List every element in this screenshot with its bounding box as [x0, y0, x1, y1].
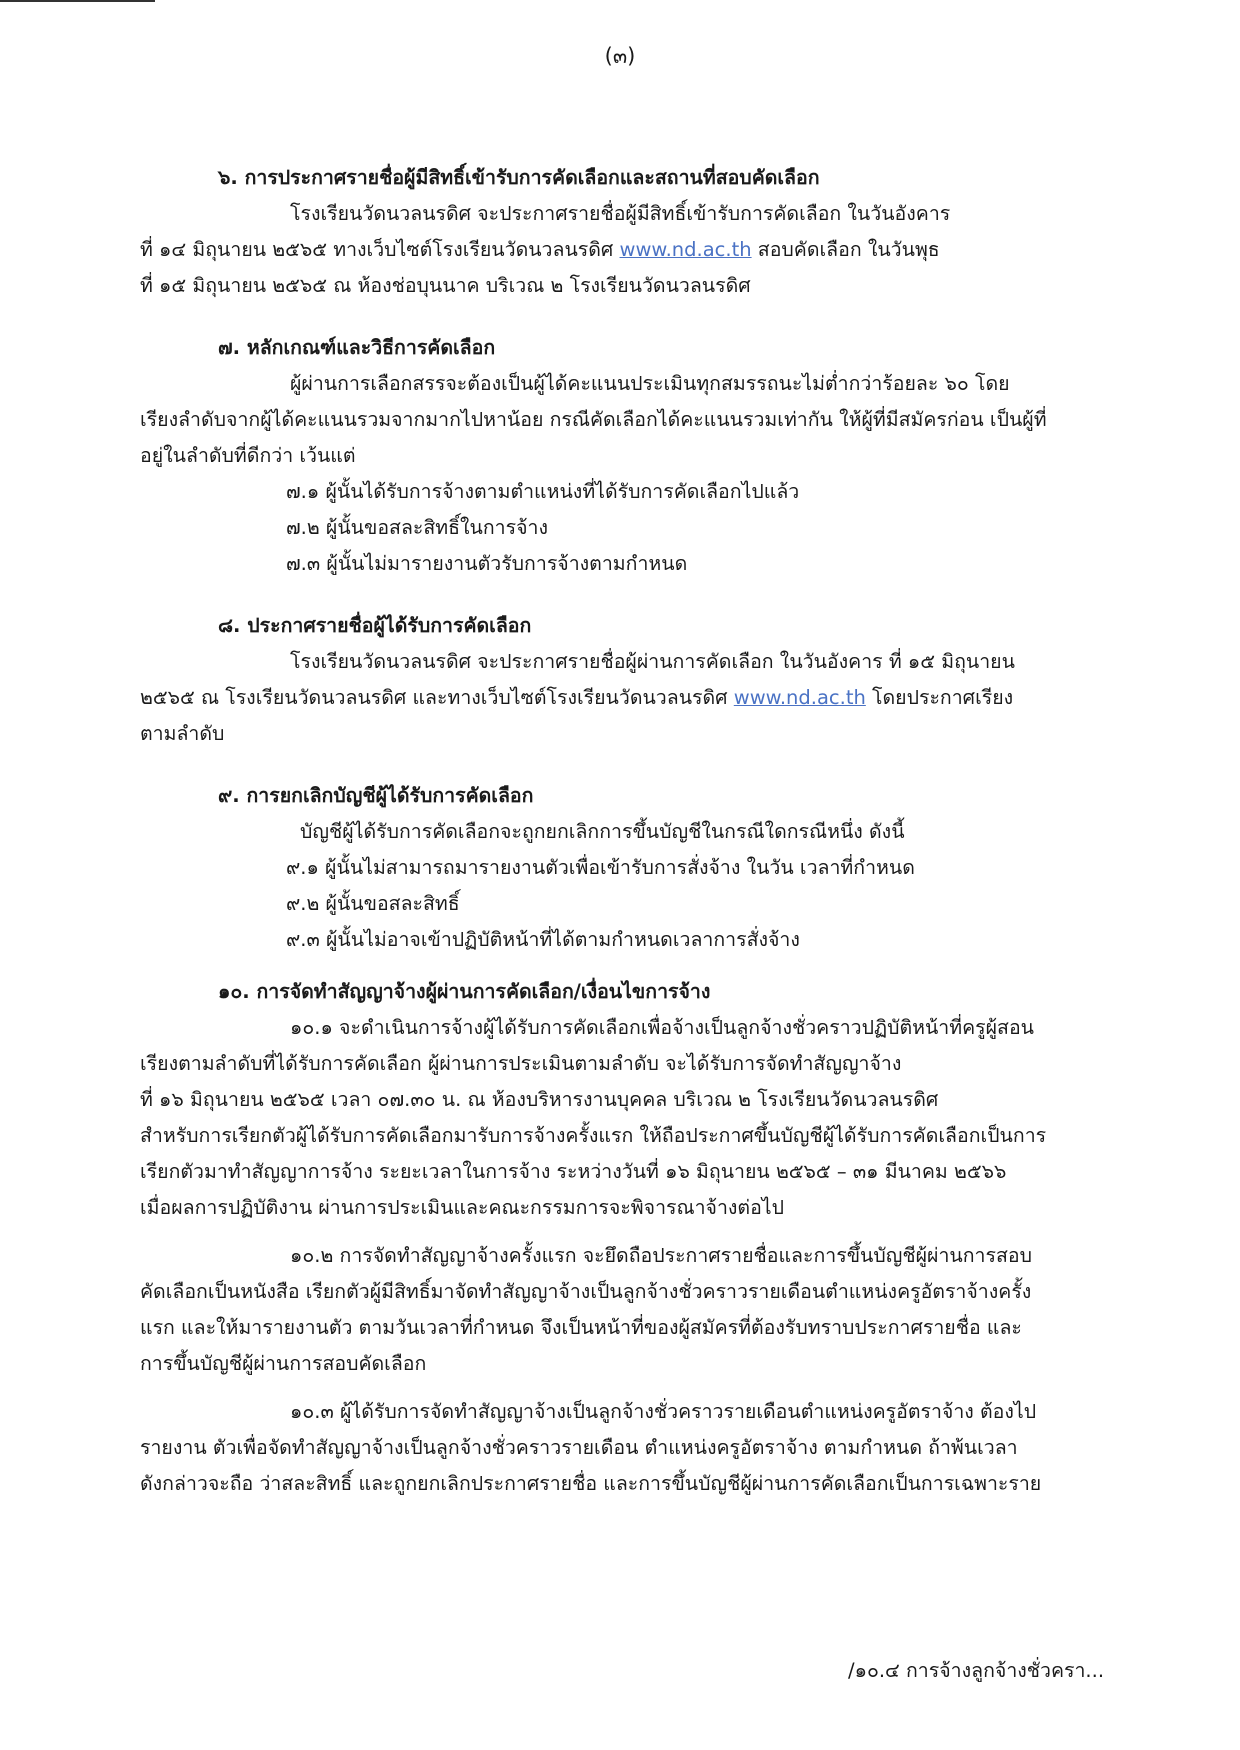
section7-heading: ๗. หลักเกณฑ์และวิธีการคัดเลือก [218, 336, 496, 359]
section7-line1: ผู้ผ่านการเลือกสรรจะต้องเป็นผู้ได้คะแนนประเมินทุกสมรรถนะไม่ต่ำกว่าร้อยละ ๖๐ โดย [290, 372, 1010, 395]
section7-line3: อยู่ในลำดับที่ดีกว่า เว้นแต่ [140, 444, 356, 467]
section10-p1-line: เมื่อผลการปฏิบัติงาน ผ่านการประเมินและคณะกรรมการจะพิจารณาจ้างต่อไป [140, 1196, 784, 1219]
section10-p1-line: ที่ ๑๖ มิถุนายน ๒๕๖๕ เวลา ๐๗.๓๐ น. ณ ห้องบริหารงานบุคคล บริเวณ ๒ โรงเรียนวัดนวลนรดิศ [140, 1088, 939, 1111]
section10-p1-line: ๑๐.๑ จะดำเนินการจ้างผู้ได้รับการคัดเลือกเพื่อจ้างเป็นลูกจ้างชั่วคราวปฏิบัติหน้าที่ครูผู้สอน [290, 1016, 1034, 1039]
section10-p1-line: สำหรับการเรียกตัวผู้ได้รับการคัดเลือกมารับการจ้างครั้งแรก ให้ถือประกาศขึ้นบัญชีผู้ได้รับการคัดเลือกเป็นการ [140, 1124, 1047, 1147]
section7-item: ๗.๑ ผู้นั้นได้รับการจ้างตามตำแหน่งที่ได้รับการคัดเลือกไปแล้ว [286, 480, 800, 503]
section10-p2-line: แรก และให้มารายงานตัว ตามวันเวลาที่กำหนด จึงเป็นหน้าที่ของผู้สมัครที่ต้องรับทราบประกาศรายชื่อ และ [140, 1316, 1022, 1339]
continuation-footer: /๑๐.๔ การจ้างลูกจ้างชั่วครา... [848, 1659, 1105, 1682]
website-link[interactable]: www.nd.ac.th [619, 238, 752, 261]
section10-p1-line: เรียกตัวมาทำสัญญาการจ้าง ระยะเวลาในการจ้าง ระหว่างวันที่ ๑๖ มิถุนายน ๒๕๖๕ – ๓๑ มีนาคม ๒๕๖๖ [140, 1160, 1007, 1183]
website-link[interactable]: www.nd.ac.th [733, 686, 866, 709]
section9-item: ๙.๑ ผู้นั้นไม่สามารถมารายงานตัวเพื่อเข้ารับการสั่งจ้าง ในวัน เวลาที่กำหนด [286, 856, 915, 879]
section7-item: ๗.๒ ผู้นั้นขอสละสิทธิ์ในการจ้าง [286, 516, 549, 539]
section9-line1: บัญชีผู้ได้รับการคัดเลือกจะถูกยกเลิกการขึ้นบัญชีในกรณีใดกรณีหนึ่ง ดังนี้ [300, 820, 905, 843]
section7-item: ๗.๓ ผู้นั้นไม่มารายงานตัวรับการจ้างตามกำหนด [286, 552, 688, 575]
section6-line3: ที่ ๑๕ มิถุนายน ๒๕๖๕ ณ ห้องช่อบุนนาค บริเวณ ๒ โรงเรียนวัดนวลนรดิศ [140, 274, 751, 297]
section10-p3-line: รายงาน ตัวเพื่อจัดทำสัญญาจ้างเป็นลูกจ้างชั่วคราวรายเดือน ตำแหน่งครูอัตราจ้าง ตามกำหนด ถ้าพ้นเวลา [140, 1436, 1018, 1459]
section6-heading: ๖. การประกาศรายชื่อผู้มีสิทธิ์เข้ารับการคัดเลือกและสถานที่สอบคัดเลือก [218, 166, 820, 189]
section10-p3-line: ดังกล่าวจะถือ ว่าสละสิทธิ์ และถูกยกเลิกประกาศรายชื่อ และการขึ้นบัญชีผู้ผ่านการคัดเลือกเป็นการเฉพาะราย [140, 1472, 1042, 1495]
section6-line2: ที่ ๑๔ มิถุนายน ๒๕๖๕ ทางเว็บไซต์โรงเรียนวัดนวลนรดิศ www.nd.ac.th สอบคัดเลือก ในวันพุธ [140, 238, 940, 261]
section10-p2-line: การขึ้นบัญชีผู้ผ่านการสอบคัดเลือก [140, 1352, 427, 1375]
section10-p1-line: เรียงตามลำดับที่ได้รับการคัดเลือก ผู้ผ่านการประเมินตามลำดับ จะได้รับการจัดทำสัญญาจ้าง [140, 1052, 902, 1075]
section9-heading: ๙. การยกเลิกบัญชีผู้ได้รับการคัดเลือก [218, 784, 534, 807]
section9-item: ๙.๒ ผู้นั้นขอสละสิทธิ์ [286, 892, 460, 915]
section6-line1: โรงเรียนวัดนวลนรดิศ จะประกาศรายชื่อผู้มีสิทธิ์เข้ารับการคัดเลือก ในวันอังคาร [290, 202, 951, 225]
section8-heading: ๘. ประกาศรายชื่อผู้ได้รับการคัดเลือก [218, 614, 532, 637]
section10-p2-line: ๑๐.๒ การจัดทำสัญญาจ้างครั้งแรก จะยึดถือประกาศรายชื่อและการขึ้นบัญชีผู้ผ่านการสอบ [290, 1244, 1032, 1267]
section8-line3: ตามลำดับ [140, 722, 225, 745]
section10-heading: ๑๐. การจัดทำสัญญาจ้างผู้ผ่านการคัดเลือก/เงื่อนไขการจ้าง [218, 980, 711, 1003]
section10-p2-line: คัดเลือกเป็นหนังสือ เรียกตัวผู้มีสิทธิ์มาจัดทำสัญญาจ้างเป็นลูกจ้างชั่วคราวรายเดือนตำแหน่งครูอัตราจ้างครั้ง [140, 1280, 1032, 1303]
section8-line1: โรงเรียนวัดนวลนรดิศ จะประกาศรายชื่อผู้ผ่านการคัดเลือก ในวันอังคาร ที่ ๑๕ มิถุนายน [290, 650, 1015, 673]
section9-item: ๙.๓ ผู้นั้นไม่อาจเข้าปฏิบัติหน้าที่ได้ตามกำหนดเวลาการสั่งจ้าง [286, 928, 800, 951]
page-number: (๓) [604, 44, 636, 68]
section10-p3-line: ๑๐.๓ ผู้ได้รับการจัดทำสัญญาจ้างเป็นลูกจ้างชั่วคราวรายเดือนตำแหน่งครูอัตราจ้าง ต้องไป [290, 1400, 1037, 1423]
section7-line2: เรียงลำดับจากผู้ได้คะแนนรวมจากมากไปหาน้อย กรณีคัดเลือกได้คะแนนรวมเท่ากัน ให้ผู้ที่มีสมัครก่อน เป็นผู้ที่ [140, 408, 1047, 431]
top-rule [0, 0, 155, 2]
section8-line2: ๒๕๖๕ ณ โรงเรียนวัดนวลนรดิศ และทางเว็บไซต์โรงเรียนวัดนวลนรดิศ www.nd.ac.th โดยประกาศเรียง [140, 686, 1014, 709]
